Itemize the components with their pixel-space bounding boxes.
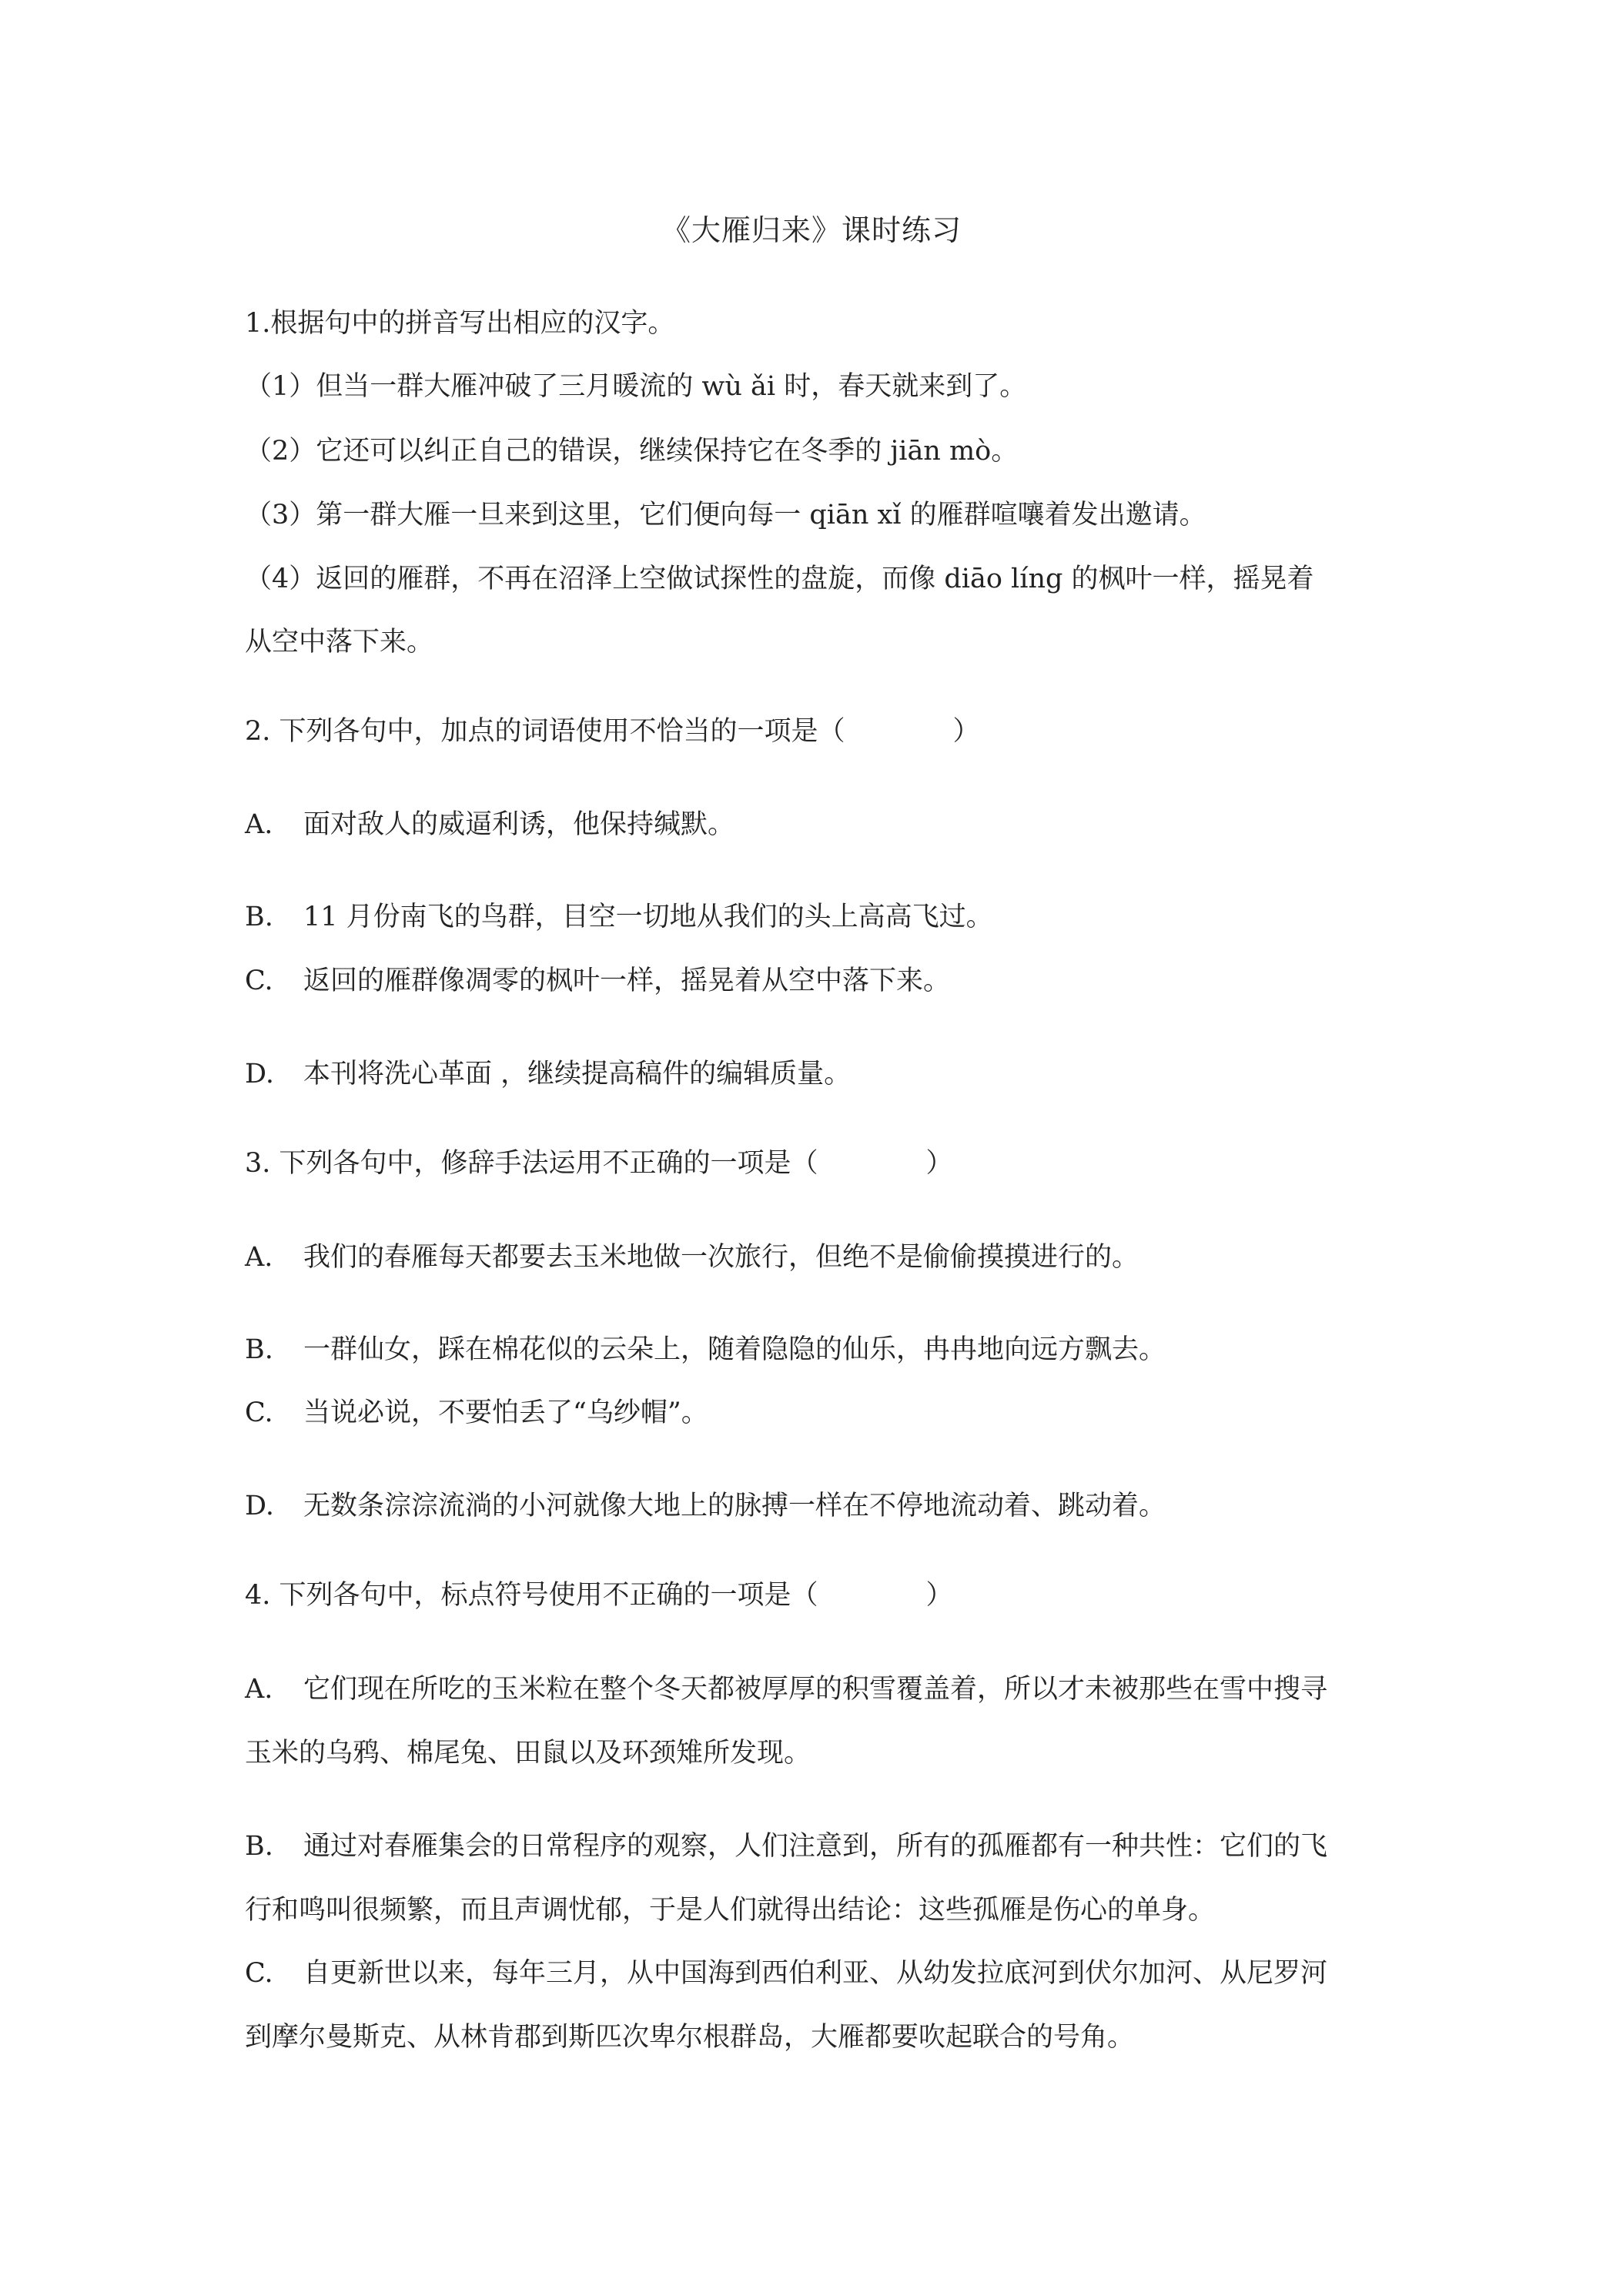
- q1-item-4: （4）返回的雁群，不再在沼泽上空做试探性的盘旋，而像 diāo líng 的枫叶一样，摇晃着: [245, 564, 1314, 594]
- option-text: 当说必说，不要怕丢了“乌纱帽”。: [303, 1397, 708, 1428]
- option-letter: B.: [245, 1831, 273, 1862]
- option-letter: B.: [245, 1334, 273, 1365]
- option-text: 本刊将洗心革面 ，继续提高稿件的编辑质量。: [303, 1059, 852, 1089]
- option-letter: A.: [245, 1242, 273, 1273]
- q1-item-3: （3）第一群大雁一旦来到这里，它们便向每一 qiān xǐ 的雁群喧嚷着发出邀请。: [245, 500, 1206, 530]
- q3-option-a: [245, 1237, 1139, 1277]
- option-text: 面对敌人的威逼利诱，他保持缄默。: [303, 809, 735, 840]
- q2-option-b: [245, 897, 993, 937]
- q4-option-a: [245, 1669, 1327, 1709]
- q2-stem: 2. 下列各句中，加点的词语使用不恰当的一项是（ ）: [245, 716, 980, 747]
- q4-option-b: [245, 1826, 1327, 1866]
- option-text: 我们的春雁每天都要去玉米地做一次旅行，但绝不是偷偷摸摸进行的。: [303, 1242, 1139, 1273]
- q4-option-b-cont: 行和鸣叫很频繁，而且声调忧郁，于是人们就得出结论：这些孤雁是伤心的单身。: [245, 1895, 1216, 1926]
- q3-option-c: [245, 1393, 708, 1433]
- option-letter: A.: [245, 1674, 273, 1705]
- q2-option-c: [245, 961, 950, 1001]
- q1-stem: 1.根据句中的拼音写出相应的汉字。: [245, 308, 675, 339]
- option-letter: C.: [245, 1397, 273, 1428]
- option-text: 一群仙女，踩在棉花似的云朵上，随着隐隐的仙乐，冉冉地向远方飘去。: [303, 1334, 1166, 1365]
- option-letter: D.: [245, 1059, 274, 1089]
- option-text: 自更新世以来，每年三月，从中国海到西伯利亚、从幼发拉底河到伏尔加河、从尼罗河: [303, 1958, 1328, 1989]
- q3-stem: 3. 下列各句中，修辞手法运用不正确的一项是（ ）: [245, 1148, 953, 1179]
- option-letter: C.: [245, 1958, 273, 1989]
- q4-option-a-cont: 玉米的乌鸦、棉尾兔、田鼠以及环颈雉所发现。: [245, 1738, 812, 1769]
- q4-stem: 4. 下列各句中，标点符号使用不正确的一项是（ ）: [245, 1580, 953, 1611]
- option-text: 它们现在所吃的玉米粒在整个冬天都被厚厚的积雪覆盖着，所以才未被那些在雪中搜寻: [303, 1674, 1328, 1705]
- q2-option-a: [245, 805, 735, 845]
- page-title: 《大雁归来》课时练习: [661, 213, 962, 247]
- option-text: 无数条淙淙流淌的小河就像大地上的脉搏一样在不停地流动着、跳动着。: [303, 1491, 1166, 1521]
- option-text: 通过对春雁集会的日常程序的观察，人们注意到，所有的孤雁都有一种共性：它们的飞: [303, 1831, 1328, 1862]
- option-letter: A.: [245, 809, 273, 840]
- q1-item-4-cont: 从空中落下来。: [245, 627, 434, 658]
- option-letter: B.: [245, 902, 273, 932]
- q1-item-1: （1）但当一群大雁冲破了三月暖流的 wù ǎi 时，春天就来到了。: [245, 371, 1027, 402]
- option-text: 11 月份南飞的鸟群，目空一切地从我们的头上高高飞过。: [303, 902, 993, 932]
- q3-option-b: [245, 1330, 1166, 1370]
- q2-option-d: [245, 1054, 851, 1094]
- q1-item-2: （2）它还可以纠正自己的错误，继续保持它在冬季的 jiān mò。: [245, 436, 1019, 467]
- q4-option-c-cont: 到摩尔曼斯克、从林肯郡到斯匹次卑尔根群岛，大雁都要吹起联合的号角。: [245, 2022, 1135, 2053]
- q3-option-d: [245, 1486, 1166, 1526]
- option-letter: C.: [245, 966, 273, 996]
- option-text: 返回的雁群像凋零的枫叶一样，摇晃着从空中落下来。: [303, 966, 951, 996]
- q4-option-c: [245, 1953, 1327, 1993]
- option-letter: D.: [245, 1491, 274, 1521]
